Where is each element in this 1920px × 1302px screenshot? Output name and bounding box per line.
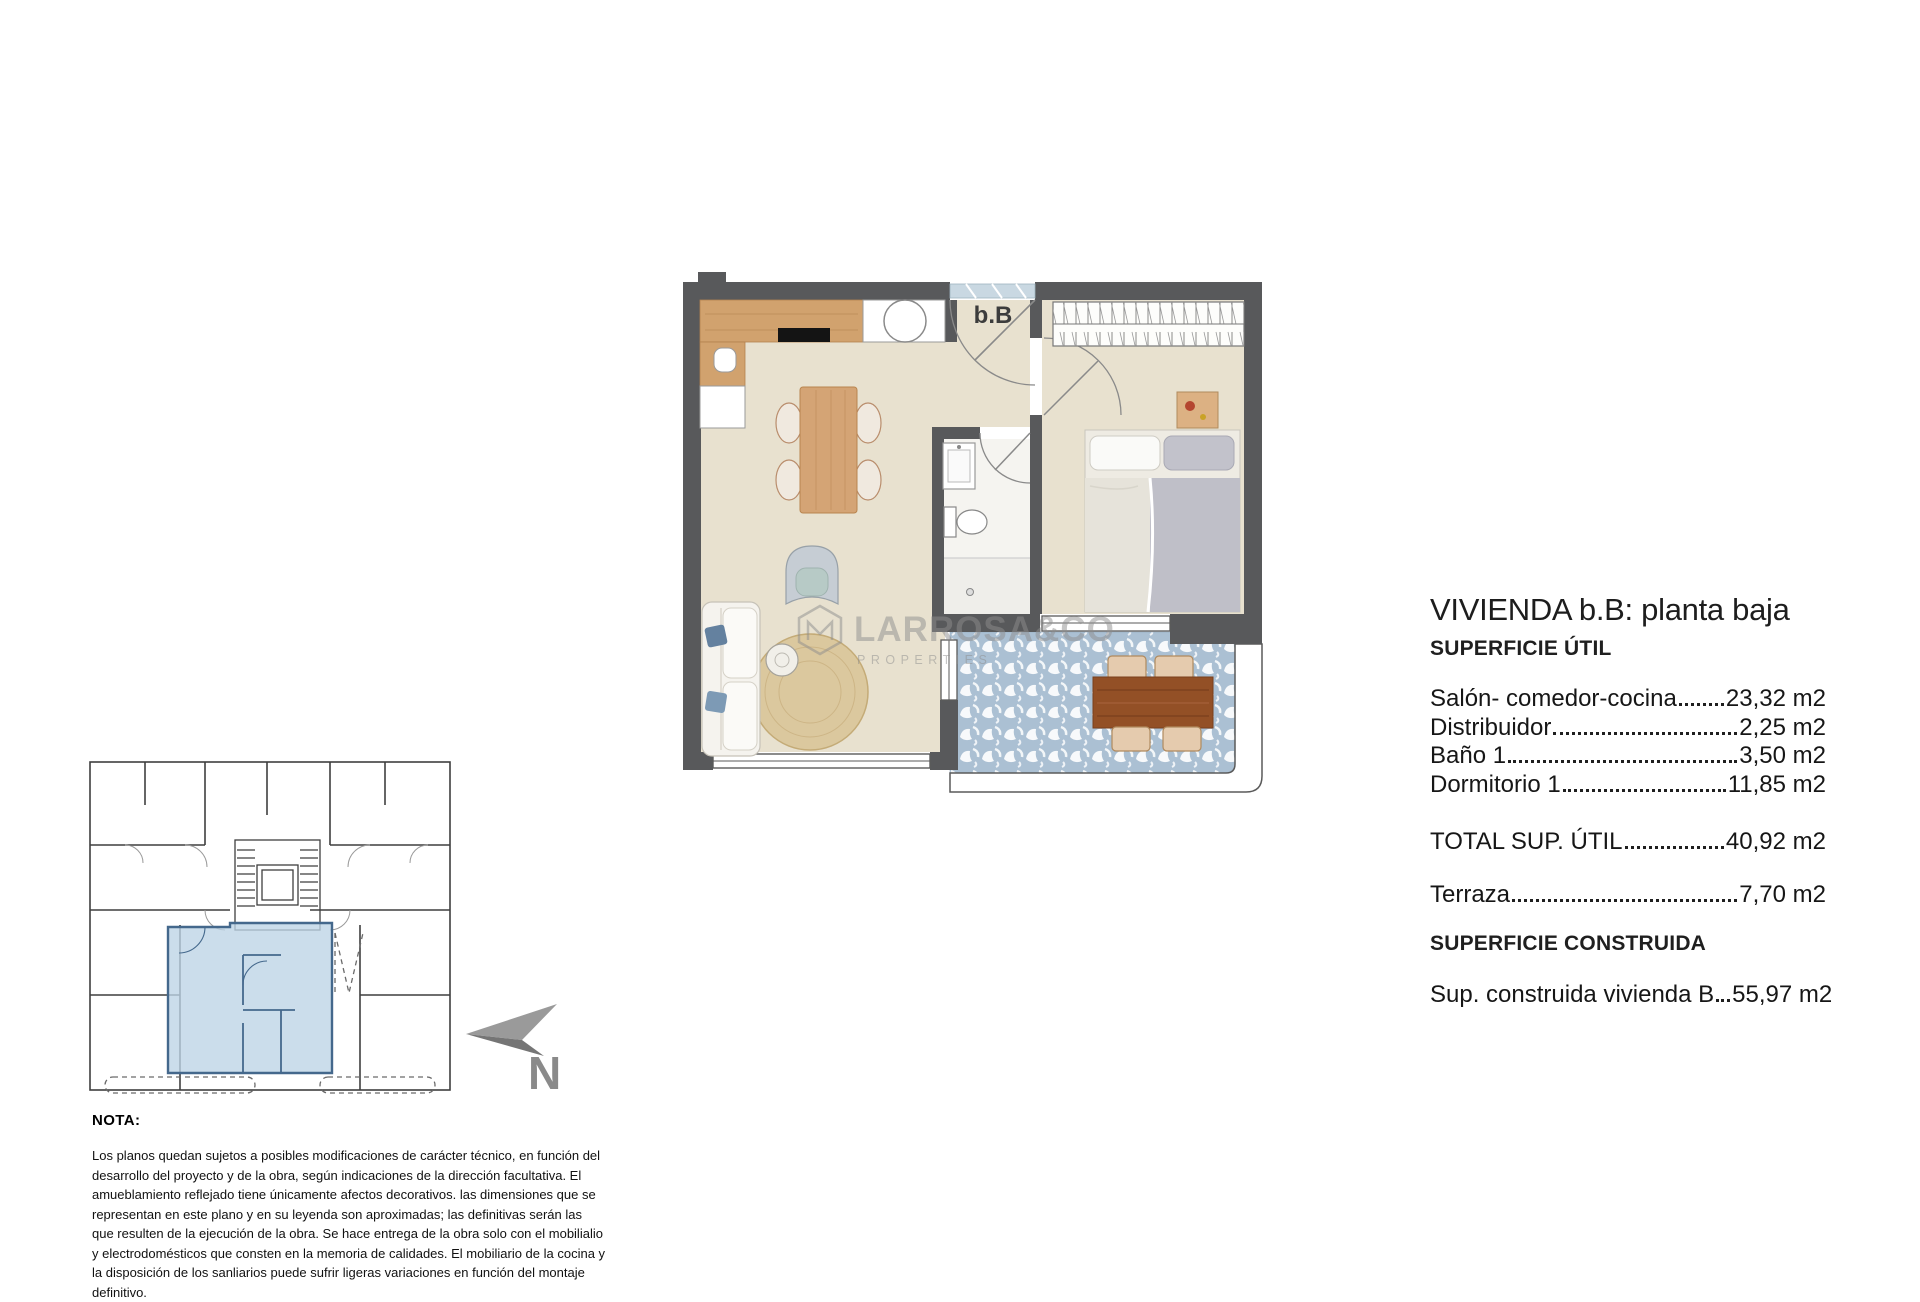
page-title: VIVIENDA b.B: planta baja	[1430, 592, 1790, 627]
surface-row-label: Sup. construida vivienda B	[1430, 981, 1715, 1008]
surface-row-label: Distribuidor	[1430, 713, 1552, 741]
surface-row-value: 40,92 m2	[1725, 828, 1826, 855]
armchair	[786, 546, 838, 604]
total-row	[1430, 828, 1826, 857]
note-body: Los planos quedan sujetos a posibles modificaciones de carácter técnico, en función del desarrollo del proyecto y de la obra, según indicaciones de la dirección facultativa. El amueblamiento reflejado tiene únicamente afectos decorativos. las dimensiones que se representan en este plano y en su leyenda son aproximadas; las definitivas serán las que resulten de la ejecución de la obra. Se hace entrega de la obra solo con el mobilialio y electrodomésticos que consten en la memoria de calidades. El mobiliario de la cocina y la disposición de los sanliarios puede sufrir ligeras variaciones en función del montaje definitivo.	[92, 1148, 606, 1300]
surface-row-label: Terraza	[1430, 880, 1511, 908]
surface-row-value: 23,32 m2	[1725, 685, 1826, 712]
dining-chair	[776, 460, 802, 500]
terrace-chair	[1108, 656, 1146, 680]
bed-blanket	[1150, 478, 1240, 612]
sofa-pillow	[705, 691, 728, 714]
wall-bottom-corner-right	[930, 752, 958, 770]
wardrobe	[1053, 302, 1244, 346]
wall-right	[1244, 282, 1262, 644]
dot-leader	[1716, 999, 1730, 1002]
wall-left	[683, 282, 701, 770]
kitchen-sink	[884, 300, 926, 342]
bed-pillow	[1164, 436, 1234, 470]
terrace-chair	[1112, 727, 1150, 751]
kitchen-basin	[714, 348, 736, 372]
surface-row	[1430, 685, 1826, 714]
wall-bedroom-left-upper	[1030, 300, 1042, 338]
kitchen-cooktop	[778, 328, 830, 342]
shower-drain	[967, 589, 974, 596]
north-label: N	[528, 1047, 562, 1099]
key-plan	[85, 755, 565, 1100]
wall-living-terrace-stub	[940, 700, 958, 752]
wall-bedroom-left-lower	[1030, 415, 1042, 614]
terrace-chair	[1163, 727, 1201, 751]
wall-top-right	[1035, 282, 1262, 300]
elevator	[257, 865, 298, 905]
wall-kitchen-jamb	[945, 300, 957, 342]
dining-chair	[776, 403, 802, 443]
terrace-chair	[1155, 656, 1193, 680]
unit-label: b.B	[973, 302, 1013, 329]
dining-table	[800, 387, 857, 513]
surface-row	[1430, 742, 1826, 771]
surface-row	[1430, 771, 1826, 800]
superficie-construida-heading: SUPERFICIE CONSTRUIDA	[1430, 932, 1707, 955]
legal-note	[92, 1112, 606, 1302]
note-title: NOTA:	[92, 1112, 141, 1129]
bed	[1085, 430, 1240, 612]
watermark-tagline: PROPERTIES	[857, 653, 993, 667]
dot-leader	[1553, 732, 1737, 735]
dot-leader	[1512, 899, 1737, 902]
surface-row	[1430, 714, 1826, 743]
superficie-util-heading: SUPERFICIE ÚTIL	[1430, 637, 1612, 660]
surface-row-label: TOTAL SUP. ÚTIL	[1430, 828, 1623, 855]
watermark-brand: LARROSA&CO	[854, 610, 1115, 649]
toilet-tank	[944, 507, 956, 537]
surface-row-value: 11,85 m2	[1727, 770, 1826, 798]
dot-leader	[1679, 703, 1724, 706]
key-plan-door-arcs	[125, 845, 428, 930]
wall-top-left	[683, 282, 950, 300]
surface-row-label: Dormitorio 1	[1430, 770, 1561, 798]
wall-bath-top	[932, 427, 980, 439]
side-table	[766, 644, 798, 676]
surface-row-value: 3,50 m2	[1739, 742, 1826, 769]
main-floor-plan	[650, 240, 1320, 820]
superficie-util-rows	[1430, 685, 1833, 1010]
surface-row-value: 2,25 m2	[1739, 713, 1826, 741]
wall-bath-left	[932, 427, 944, 614]
dining-chair	[855, 460, 881, 500]
stair-core	[235, 840, 320, 930]
dot-leader	[1508, 760, 1737, 763]
dot-leader	[1625, 846, 1724, 849]
toilet	[957, 510, 987, 534]
surface-row-value: 7,70 m2	[1739, 880, 1826, 908]
sofa	[702, 602, 760, 756]
surface-details-panel	[1430, 592, 1833, 1010]
shower-floor	[944, 558, 1030, 614]
surface-row-label: Salón- comedor-cocina	[1430, 685, 1677, 712]
sofa-pillow	[704, 624, 728, 648]
construida-row	[1430, 981, 1833, 1010]
highlighted-unit	[168, 923, 332, 1073]
nightstand	[1177, 392, 1218, 428]
terraza-row	[1430, 881, 1826, 910]
bed-pillow	[1090, 436, 1160, 470]
surface-row-value: 55,97 m2	[1732, 981, 1833, 1008]
dot-leader	[1563, 789, 1726, 792]
dining-chair	[855, 403, 881, 443]
wall-vent-bump	[698, 272, 726, 282]
surface-row-label: Baño 1	[1430, 742, 1507, 769]
terrace-door-living	[941, 640, 957, 700]
kitchen-cabinet	[700, 386, 745, 428]
